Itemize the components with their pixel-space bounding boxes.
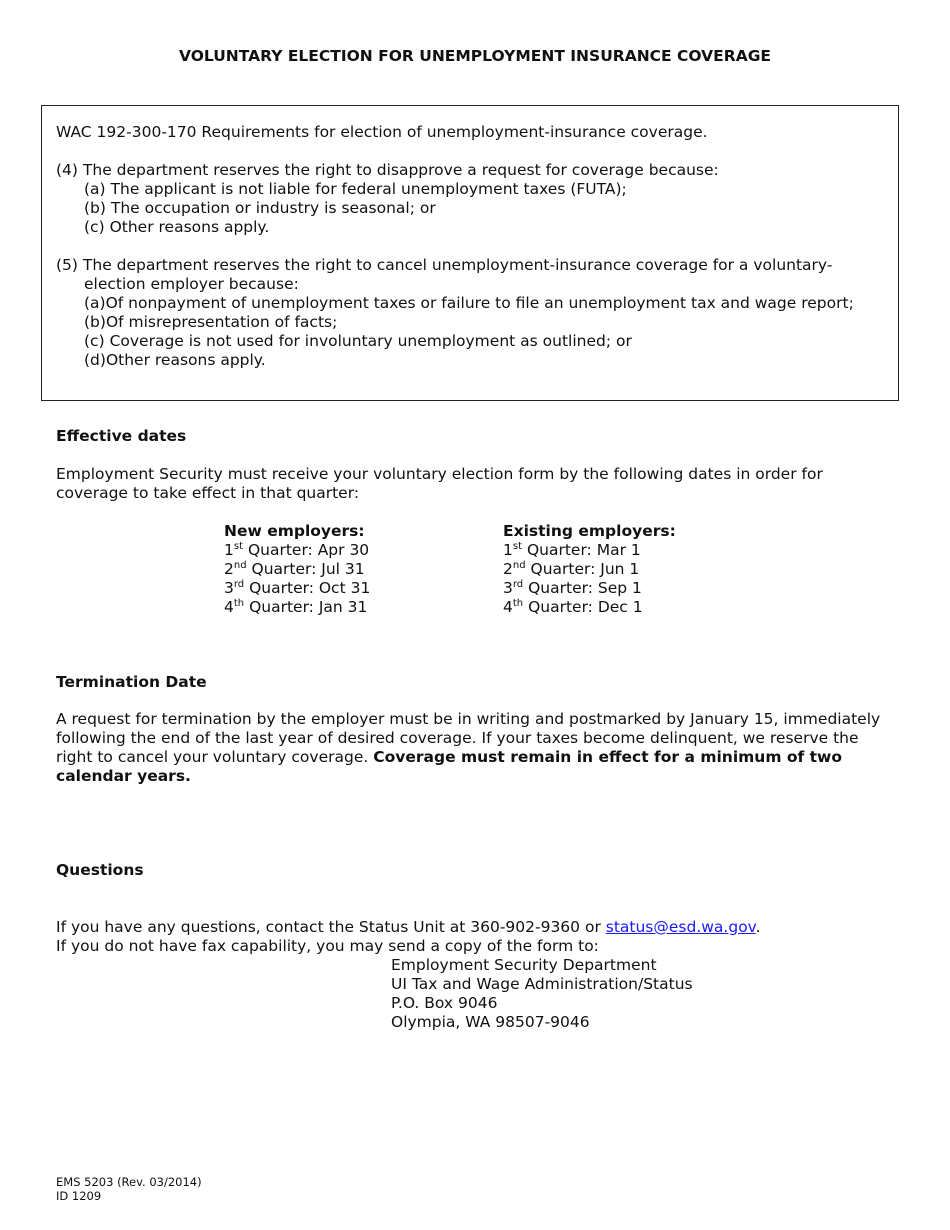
item-label: (a) — [84, 180, 106, 198]
new-employers-q2 — [224, 560, 365, 579]
section-4-num: (4) — [56, 161, 78, 179]
section-5-item-c — [84, 332, 632, 351]
form-number: EMS 5203 (Rev. 03/2014) — [56, 1175, 202, 1189]
item-text: The occupation or industry is seasonal; or — [110, 199, 436, 217]
quarter-date: Quarter: Sep 1 — [523, 579, 642, 597]
questions-line1-text: If you have any questions, contact the Status Unit at 360-902-9360 or — [56, 918, 606, 936]
section-5-item-a — [84, 294, 854, 313]
item-text: Other reasons apply. — [105, 351, 266, 369]
wac-heading: WAC 192-300-170 Requirements for election of unemployment-insurance coverage. — [56, 123, 708, 141]
section-4 — [56, 161, 719, 180]
address-line-4: Olympia, WA 98507-9046 — [391, 1013, 590, 1031]
questions-heading: Questions — [56, 861, 144, 879]
effective-intro-line1: Employment Security must receive your voluntary election form by the following dates in order for — [56, 465, 823, 483]
quarter-suffix: nd — [233, 559, 247, 571]
quarter-num: 4 — [503, 598, 513, 616]
item-label: (a) — [84, 294, 106, 312]
new-employers-q4 — [224, 598, 367, 617]
section-4-item-b — [84, 199, 436, 218]
new-employers-q3 — [224, 579, 370, 598]
quarter-date: Quarter: Mar 1 — [522, 541, 641, 559]
quarter-date: Quarter: Dec 1 — [523, 598, 643, 616]
new-employers-q1 — [224, 541, 369, 560]
page-title: VOLUNTARY ELECTION FOR UNEMPLOYMENT INSURANCE COVERAGE — [178, 47, 772, 65]
termination-line2: following the end of the last year of desired coverage. If your taxes become delinquent, we reserve the — [56, 729, 859, 747]
quarter-suffix: rd — [233, 578, 245, 590]
existing-employers-q4 — [503, 598, 643, 617]
quarter-date: Quarter: Jun 1 — [525, 560, 640, 578]
quarter-num: 2 — [224, 560, 234, 578]
effective-intro-line2: coverage to take effect in that quarter: — [56, 484, 360, 502]
section-5-item-d — [84, 351, 266, 370]
item-text: Of misrepresentation of facts; — [105, 313, 338, 331]
quarter-date: Quarter: Jul 31 — [246, 560, 365, 578]
status-email-link[interactable]: status@esd.wa.gov — [605, 918, 756, 936]
termination-line3 — [56, 748, 842, 767]
questions-line2: If you do not have fax capability, you may send a copy of the form to: — [56, 937, 599, 955]
section-4-item-c — [84, 218, 269, 237]
section-5-text-line1: The department reserves the right to cancel unemployment-insurance coverage for a voluntary- — [82, 256, 833, 274]
section-5-item-b — [84, 313, 337, 332]
existing-employers-heading: Existing employers: — [503, 522, 676, 540]
quarter-suffix: st — [512, 540, 523, 552]
item-label: (c) — [84, 332, 105, 350]
quarter-suffix: rd — [512, 578, 524, 590]
quarter-num: 4 — [224, 598, 234, 616]
quarter-suffix: th — [233, 597, 245, 609]
address-line-2: UI Tax and Wage Administration/Status — [391, 975, 693, 993]
address-line-1: Employment Security Department — [391, 956, 657, 974]
item-text: Other reasons apply. — [109, 218, 270, 236]
item-label: (b) — [84, 199, 106, 217]
existing-employers-q2 — [503, 560, 639, 579]
existing-employers-q1 — [503, 541, 641, 560]
item-text: Of nonpayment of unemployment taxes or failure to file an unemployment tax and wage report; — [105, 294, 854, 312]
existing-employers-q3 — [503, 579, 642, 598]
quarter-date: Quarter: Jan 31 — [244, 598, 368, 616]
quarter-date: Quarter: Apr 30 — [243, 541, 370, 559]
termination-heading: Termination Date — [56, 673, 207, 691]
quarter-suffix: th — [512, 597, 524, 609]
new-employers-heading: New employers: — [224, 522, 365, 540]
item-label: (b) — [84, 313, 106, 331]
quarter-num: 1 — [503, 541, 513, 559]
section-5-num: (5) — [56, 256, 78, 274]
address-line-3: P.O. Box 9046 — [391, 994, 498, 1012]
quarter-suffix: nd — [512, 559, 526, 571]
quarter-num: 3 — [503, 579, 513, 597]
section-4-text: The department reserves the right to disapprove a request for coverage because: — [82, 161, 719, 179]
termination-line4: calendar years. — [56, 767, 191, 785]
item-label: (d) — [84, 351, 106, 369]
item-text: The applicant is not liable for federal unemployment taxes (FUTA); — [110, 180, 627, 198]
questions-line1 — [56, 918, 761, 937]
item-label: (c) — [84, 218, 105, 236]
section-5 — [56, 256, 832, 275]
questions-line1-end: . — [755, 918, 761, 936]
effective-dates-heading: Effective dates — [56, 427, 187, 445]
form-id: ID 1209 — [56, 1189, 102, 1203]
quarter-num: 1 — [224, 541, 234, 559]
quarter-date: Quarter: Oct 31 — [244, 579, 371, 597]
termination-line3-plain: right to cancel your voluntary coverage. — [56, 748, 374, 766]
quarter-suffix: st — [233, 540, 244, 552]
termination-line3-bold: Coverage must remain in effect for a minimum of two — [373, 748, 843, 766]
termination-line1: A request for termination by the employer must be in writing and postmarked by January 15, immediately — [56, 710, 881, 728]
quarter-num: 2 — [503, 560, 513, 578]
section-4-item-a — [84, 180, 627, 199]
quarter-num: 3 — [224, 579, 234, 597]
section-5-text-line2: election employer because: — [84, 275, 299, 293]
item-text: Coverage is not used for involuntary unemployment as outlined; or — [109, 332, 632, 350]
